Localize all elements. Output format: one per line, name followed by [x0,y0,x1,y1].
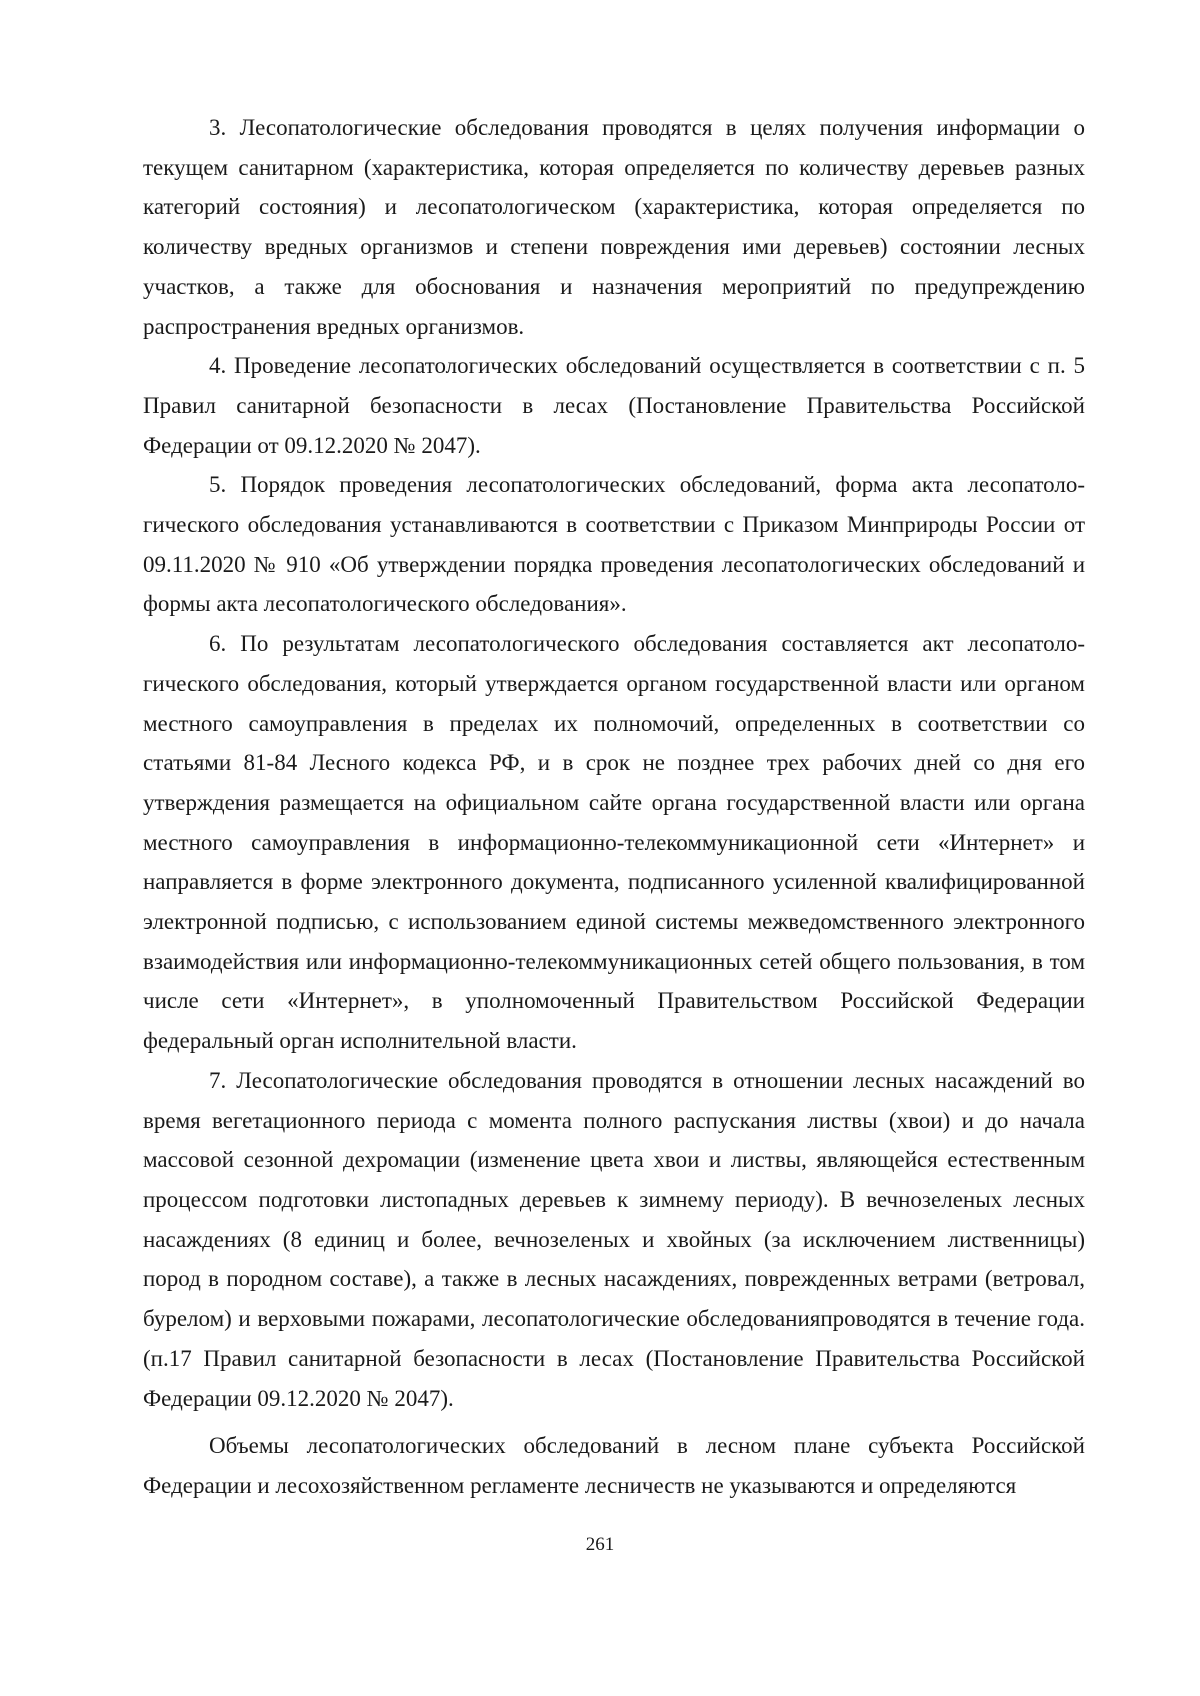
paragraph-item-5: 5. Порядок проведения лесопатологических обследований, форма акта лесопатологического обследования устанавливаются в соответствии с Приказом Минприроды России от 09.11.2020 № 910 «Об утверждении порядка проведения лесопатологических обследований и формы акта лесопатологического обследования». [143,472,1085,617]
paragraph-item-3: 3. Лесопатологические обследования проводятся в целях получения информации о текущем санитарном (характеристика, которая определяется по количеству деревьев разных категорий состояния) и лесопатологическом (характеристика, которая определяется по количеству вредных организмов и степени повреждения ими деревьев) состоянии лесных участков, а также для обоснования и назначения мероприятий по предупреждению распространения вредных организмов. [143,115,1085,339]
page-number: 261 [585,1534,615,1555]
paragraph-item-6: 6. По результатам лесопатологического обследования составляется акт лесопатологического обследования, который утверждается органом государственной власти или органом местного самоуправления в пределах их полномочий, определенных в соответствии со статьями 81-84 Лесного кодекса РФ, и в срок не позднее трех рабочих дней со дня его утверждения размещается на официальном сайте органа государственной власти или органа местного самоуправления в информационно-телекоммуникационной сети «Интернет» и направляется в форме электронного документа, подписанного усиленной квалифицированной электронной подписью, с использованием единой системы межведомственного электронного взаимодействия или информационно-телекоммуникационных сетей общего пользования, в том числе сети «Интернет», в уполномоченный Правительством Российской Федерации федеральный орган исполнительной власти. [143,631,1085,1054]
paragraph-item-4: 4. Проведение лесопатологических обследований осуществляется в соответствии с п. 5 Правил санитарной безопасности в лесах (Постановление Правительства Российской Федерации от 09.12.2020 № 2047). [143,353,1085,458]
document-body [143,108,1085,1506]
paragraph-volumes: Объемы лесопатологических обследований в лесном плане субъекта Российской Федерации и лесохозяйственном регламенте лесничеств не указываются и определяются [143,1433,1085,1498]
paragraph-item-7: 7. Лесопатологические обследования проводятся в отношении лесных насаждений во время вегетационного периода с момента полного распускания листвы (хвои) и до начала массовой сезонной дехромации (изменение цвета хвои и листвы, являющейся естественным процессом подготовки листопадных деревьев к зимнему периоду). В вечнозеленых лесных насаждениях (8 единиц и более, вечнозеленых и хвойных (за исключением лиственницы) пород в породном составе), а также в лесных насаждениях, поврежденных ветрами (ветровал, бурелом) и верховыми пожарами, лесопатологические обследованияпроводятся в течение года. (п.17 Правил санитарной безопасности в лесах (Постановление Правительства Российской Федерации 09.12.2020 № 2047). [143,1067,1085,1411]
